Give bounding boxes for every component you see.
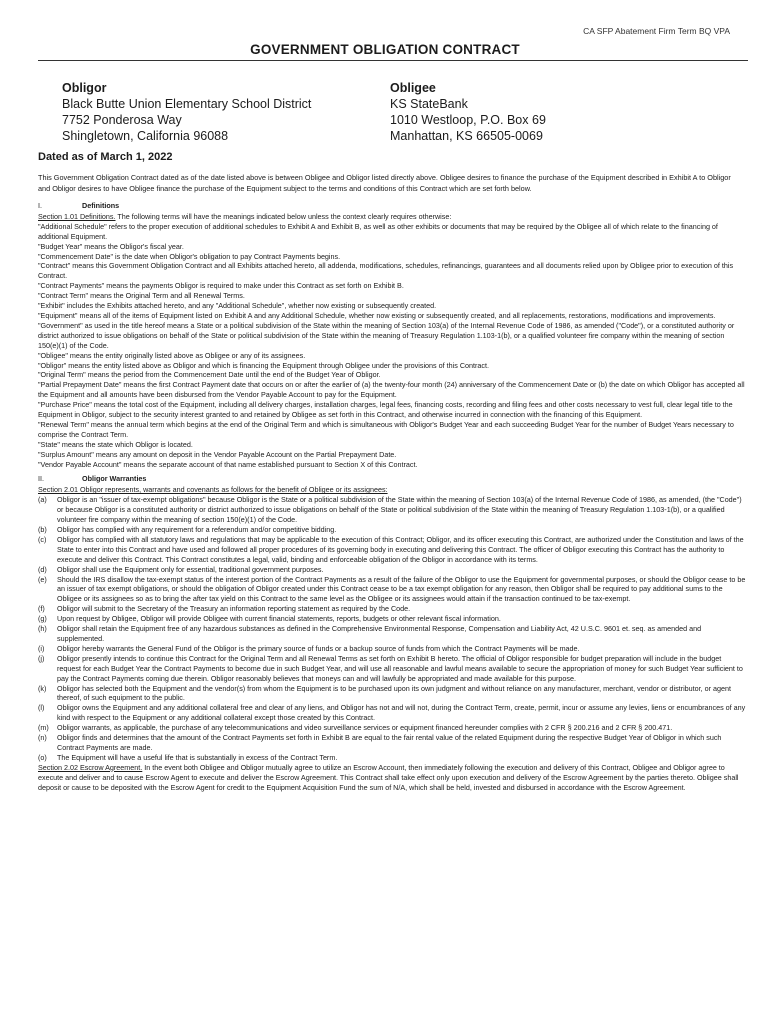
warranty-item (38, 535, 746, 565)
warranty-item-letter: (c) (38, 534, 47, 544)
section-1-title: Definitions (82, 201, 120, 210)
warranty-item-letter: (l) (38, 703, 45, 713)
warranty-item-letter: (n) (38, 733, 47, 743)
warranty-item-text: The Equipment will have a useful life that is substantially in excess of the Contract Term. (57, 752, 338, 762)
warranty-item-text: Obligor shall retain the Equipment free of any hazardous substances as defined in the Comprehensive Environmental Response, Compensation and Liability Act, 42 U.S.C. 9601 et. seq. as amended and supplemented. (57, 624, 702, 643)
warranty-item-letter: (i) (38, 643, 45, 653)
definition-item: "Contract Payments" means the payments Obligor is required to make under this Contract as set forth on Exhibit B. (38, 281, 404, 291)
obligor-address-line1: 7752 Ponderosa Way (62, 113, 182, 127)
section-1-01-text: The following terms will have the meanings indicated below unless the context clearly requires otherwise: (115, 211, 452, 221)
warranty-item-text: Obligor has selected both the Equipment and the vendor(s) from whom the Equipment is to be purchased upon its own judgment and without reliance on any manufacturer, merchant, vendor or distributor, or agent thereof, of such equipment to the public. (57, 683, 732, 703)
warranty-item (38, 644, 746, 654)
section-2-02-label: Section 2.02 Escrow Agreement. (38, 762, 143, 772)
warranty-item-text: Obligor will submit to the Secretary of the Treasury an information reporting statement as required by the Code. (57, 604, 411, 614)
warranty-item-text: Obligor owns the Equipment and any additional collateral free and clear of any liens, and Obligor has not and will not, during the Contract Term, create, permit, incur or assume any levies, liens or encumbrances of any kind with respect to the Equipment or any additional collateral except those created by this Contract. (57, 703, 746, 723)
title-divider (38, 60, 748, 61)
warranty-item (38, 565, 746, 575)
dated-line: Dated as of March 1, 2022 (38, 151, 173, 163)
warranty-item-letter: (m) (38, 723, 49, 733)
warranty-item-letter: (b) (38, 525, 47, 534)
page-title: GOVERNMENT OBLIGATION CONTRACT (250, 42, 520, 57)
warranty-item (38, 753, 746, 763)
warranty-item (38, 604, 746, 614)
definition-item: "Renewal Term" means the annual term which begins at the end of the Original Term and which is simultaneous with Obligor's Budget Year and each succeeding Budget Year for the number of Budget Years necessary to comprise the Contract Term. (38, 419, 734, 439)
definition-item: "Government" as used in the title hereof means a State or a political subdivision of the State within the meaning of Section 103(a) of the Internal Revenue Code of 1986, as amended ("Code"), or a constituted authority or district authorized to issue obligations on behalf of the State or political subdivision of the State within the meaning of Treasury Regulation 1.103-1(b), or a qualified volunteer fire company within the meaning of section 150(e)(1) of the Code. (38, 320, 735, 350)
section-1-01 (38, 212, 746, 222)
warranty-item (38, 495, 746, 525)
document-reference: CA SFP Abatement Firm Term BQ VPA (583, 26, 730, 36)
warranty-list (38, 495, 746, 762)
section-1-number: I. (38, 201, 42, 210)
obligor-address-line2: Shingletown, California 96088 (62, 129, 229, 143)
warranty-item-text: Obligor shall use the Equipment only for essential, traditional government purposes. (57, 564, 324, 574)
definition-item: "Original Term" means the period from the Commencement Date until the end of the Budget Year of Obligor. (38, 370, 381, 380)
section-2-number: II. (38, 474, 44, 484)
section-1-heading (38, 201, 746, 211)
warranty-item (38, 684, 746, 704)
obligor-name: Black Butte Union Elementary School District (62, 97, 312, 111)
section-2-heading (38, 474, 746, 484)
section-1-01-label: Section 1.01 Definitions. (38, 211, 116, 221)
definition-item: "Equipment" means all of the items of Equipment listed on Exhibit A and any Additional Schedule, whether now existing or subsequently created, and all replacements, restorations, modifications and improvements. (38, 310, 716, 320)
section-2-02 (38, 763, 746, 793)
obligee-block (390, 80, 546, 144)
warranty-item (38, 654, 746, 684)
warranty-item (38, 723, 746, 733)
definition-item: "Surplus Amount" means any amount on deposit in the Vendor Payable Account on the Partial Prepayment Date. (38, 449, 397, 459)
warranty-item-text: Upon request by Obligee, Obligor will provide Obligee with current financial statements, reports, budgets or other relevant fiscal information. (57, 614, 501, 624)
obligee-label: Obligee (390, 81, 436, 95)
section-2-01 (38, 485, 746, 495)
warranty-item (38, 733, 746, 753)
warranty-item-letter: (j) (38, 653, 45, 663)
warranty-item-letter: (k) (38, 683, 47, 693)
section-2-02-text: In the event both Obligee and Obligor mutually agree to utilize an Escrow Account, then immediately following the execution and delivery of this Contract, Obligee and Obligor agree to execute and deliver and to cause Escrow Agent to execute and deliver the Escrow Agreement. This Contract shall take effect only upon execution and delivery of the Escrow Agreement by the parties thereto. Obligee shall deposit or cause to be deposited with the Escrow Agent for credit to the Equipment Acquisition Fund the sum of N/A, which shall be held, invested and disbursed in accordance with the Escrow Agreement. (38, 762, 739, 792)
warranty-item-letter: (h) (38, 624, 47, 634)
warranty-item-text: Should the IRS disallow the tax-exempt status of the interest portion of the Contract Payments as a result of the failure of the Obligor to use the Equipment for governmental purposes, or should the Obligor cease to be an issuer of tax exempt obligations, or should the obligation of Obligor created under this Contract cease to be a tax exempt obligation for any reason, then Obligor shall be required to pay additional sums to the Obligee or its assignees so as to bring the after tax yield on this Contract to the same level as the Obligee or its assignees would attain if the transaction continued to be tax-exempt. (57, 574, 746, 604)
definition-item: "Commencement Date" is the date when Obligor's obligation to pay Contract Payments begins. (38, 251, 341, 261)
definition-item: "Contract" means this Government Obligation Contract and all Exhibits attached hereto, all addenda, modifications, schedules, refinancings, guarantees and all documents relied upon by Obligee prior to execution of this Contract. (38, 261, 734, 281)
warranty-item-letter: (a) (38, 495, 47, 505)
section-2-title: Obligor Warranties (82, 474, 147, 484)
obligee-name: KS StateBank (390, 97, 468, 111)
definition-item: "Obligee" means the entity originally listed above as Obligee or any of its assignees. (38, 350, 306, 360)
definition-item: "Exhibit" includes the Exhibits attached hereto, and any "Additional Schedule", whether now existing or subsequently created. (38, 301, 437, 311)
warranty-item-text: Obligor is an "issuer of tax-exempt obligations" because Obligor is the State or a political subdivision of the State within the meaning of Section 103(a) of the Internal Revenue Code of 1986, as amended, (the "Code") or because Obligor is a constituted authority or district authorized to issue obligations on behalf of the State or political subdivision of the State within the meaning of Treasury Regulation 1.103-1(b), or a qualified volunteer fire company within the meaning of section 150(e)(1) of the Code. (57, 495, 742, 525)
definition-item: "State" means the state which Obligor is located. (38, 439, 193, 449)
definition-item: "Vendor Payable Account" means the separate account of that name established pursuant to Section X of this Contract. (38, 459, 418, 469)
warranty-item-letter: (e) (38, 574, 47, 584)
definition-item: "Additional Schedule" refers to the proper execution of additional schedules to Exhibit A and Exhibit B, as well as other exhibits or documents that may be required by the Obligee all of which relate to the financing of additional Equipment. (38, 221, 718, 241)
warranty-item (38, 703, 746, 723)
warranty-item (38, 575, 746, 605)
definitions-list (38, 222, 746, 470)
warranty-item-letter: (o) (38, 752, 47, 762)
contract-body (38, 199, 746, 792)
definition-item: "Purchase Price" means the total cost of the Equipment, including all delivery charges, installation charges, legal fees, financing costs, recording and filing fees and other costs necessary to vest full, clear legal title to the Equipment in Obligor, subject to the security interest granted to and retained by Obligee as set forth in this Contract, and otherwise incurred in connection with the financing of this Equipment. (38, 400, 733, 420)
section-2-01-label: Section 2.01 Obligor represents, warrants and covenants as follows for the benefit of Obligee or its assignees: (38, 485, 388, 495)
warranty-item-text: Obligor hereby warrants the General Fund of the Obligor is the primary source of funds or a backup source of funds from which the Contract Payments will be made. (57, 643, 580, 653)
obligee-address-line1: 1010 Westloop, P.O. Box 69 (390, 113, 546, 127)
obligor-block (62, 80, 311, 144)
warranty-item-text: Obligor presently intends to continue this Contract for the Original Term and all Renewal Terms as set forth on Exhibit B hereto. The official of Obligor responsible for budget preparation will include in the budget request for each Budget Year the Contract Payments to become due in such Budget Year, and will use all reasonable and lawful means available to secure the appropriation of money for such Budget Year sufficient to pay the Contract Payments coming due therein. Obligor reasonably believes that moneys can and will lawfully be appropriated and made available for this purpose. (57, 653, 743, 683)
definition-item: "Obligor" means the entity listed above as Obligor and which is financing the Equipment through Obligee under the provisions of this Contract. (38, 360, 489, 370)
definition-item: "Budget Year" means the Obligor's fiscal year. (38, 241, 184, 251)
warranty-item (38, 614, 746, 624)
warranty-item (38, 624, 746, 644)
warranty-item-text: Obligor finds and determines that the amount of the Contract Payments set forth in Exhibit B are equal to the fair rental value of the related Equipment during the respective Budget Year of Obligor in which such Contract Payments are made. (57, 733, 722, 752)
warranty-item-text: Obligor has complied with all statutory laws and regulations that may be applicable to the execution of this Contract; Obligor, and its officer executing this Contract, are authorized under the Constitution and laws of the State to enter into this Contract and have used and followed all proper procedures of its governing body in executing and delivering this Contract. The officer of Obligor executing this Contract has the authority to execute and deliver this Contract. This Contract constitutes a legal, valid, binding and enforceable obligation of the Obligor in accordance with its terms. (57, 534, 744, 564)
obligor-label: Obligor (62, 81, 107, 95)
obligee-address-line2: Manhattan, KS 66505-0069 (390, 129, 543, 143)
definition-item: "Partial Prepayment Date" means the first Contract Payment date that occurs on or after the earlier of (a) the twenty-four month (24) anniversary of the Commencement Date or (b) the date on which Obligor has accepted all the Equipment and all amounts have been disbursed from the Vendor Payable Account to pay for the Equipment. (38, 380, 745, 400)
warranty-item-letter: (f) (38, 604, 45, 614)
warranty-item (38, 525, 746, 535)
warranty-item-letter: (g) (38, 614, 47, 624)
definition-item: "Contract Term" means the Original Term and all Renewal Terms. (38, 291, 245, 301)
intro-paragraph: This Government Obligation Contract dated as of the date listed above is between Obligee and Obligor listed directly above. Obligee desires to finance the purchase of the Equipment described in Exhibit A to Obligor and Obligor desires to have Obligee finance the purchase of the Equipment subject to the terms and conditions of this Contract which are set forth below. (38, 173, 731, 194)
warranty-item-text: Obligor has complied with any requirement for a referendum and/or competitive bidding. (57, 525, 337, 534)
warranty-item-text: Obligor warrants, as applicable, the purchase of any telecommunications and video surveillance services or equipment financed hereunder complies with 2 CFR § 200.216 and 2 CFR § 200.471. (57, 723, 673, 733)
warranty-item-letter: (d) (38, 564, 47, 574)
